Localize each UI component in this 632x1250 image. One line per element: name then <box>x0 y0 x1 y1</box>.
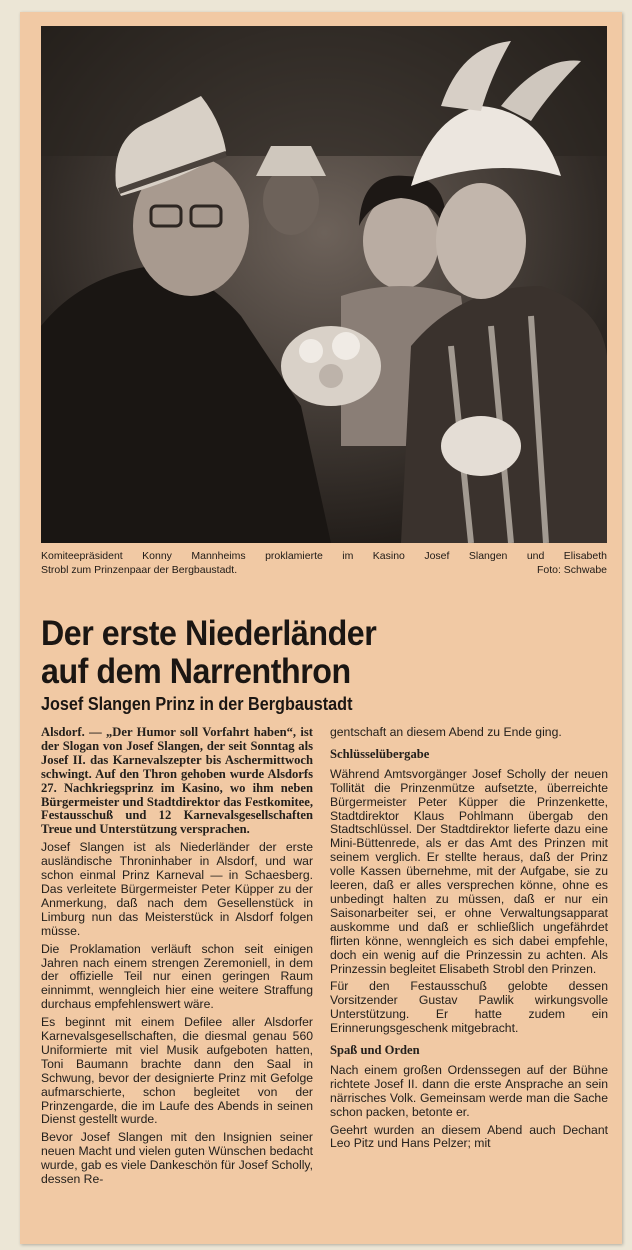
headline-line-2: auf dem Narrenthron <box>41 652 351 691</box>
article-photo <box>41 26 607 543</box>
paragraph: gentschaft an diesem Abend zu Ende ging. <box>330 725 562 739</box>
caption-line-2: Strobl zum Prinzenpaar der Bergbaustadt. <box>41 564 238 576</box>
photo-credit: Foto: Schwabe <box>536 564 607 576</box>
paragraph: Nach einem großen Ordenssegen auf der Bühne richtete Josef II. dann die erste Ansprache an sein närrisches Volk. Gemeinsam werde man die Sache schon packen, betonte er. <box>330 1062 608 1119</box>
photo-caption <box>41 549 607 577</box>
paragraph: Es beginnt mit einem Defilee aller Alsdorfer Karnevalsgesellschaften, die diesmal genau 560 Uniformierte mit viel Musik aufgeboten hatten, Toni Baumann brachte dann den Saal in Schwung, bevor der designierte Prinz mit Gefolge aufmarschierte, schon begleitet von der Prinzengarde, die im Laufe des Abends in seinen Dienst gestellt wurde. <box>41 1015 313 1127</box>
section-heading: Spaß und Orden <box>330 1043 420 1058</box>
article-column-right <box>330 726 608 1155</box>
article-subheadline: Josef Slangen Prinz in der Bergbaustadt <box>41 694 353 714</box>
paragraph: Bevor Josef Slangen mit den Insignien seiner neuen Macht und vielen guten Wünschen bedacht wurde, gab es viele Dankeschön für Josef Scholly, dessen Re- <box>41 1130 313 1187</box>
section-heading: Schlüsselübergabe <box>330 746 430 761</box>
headline-line-1: Der erste Niederländer <box>41 614 377 653</box>
paragraph: Josef Slangen ist als Niederländer der erste ausländische Throninhaber in Alsdorf, und war schon einmal Prinz Karneval — in Schaesberg. Das verleitete Bürgermeister Peter Küpper zu der Anmerkung, daß nach dem Gesellenstück in Limburg nun das Meisterstück in Alsdorf folgen müsse. <box>41 840 313 938</box>
article-column-left <box>41 726 313 1191</box>
paragraph: Geehrt wurden an diesem Abend auch Dechant Leo Pitz und Hans Pelzer; mit <box>330 1122 608 1151</box>
caption-line-1: Komiteepräsident Konny Mannheims proklamierte im Kasino Josef Slangen und Elisabeth <box>41 550 607 562</box>
lead-paragraph: Alsdorf. — „Der Humor soll Vorfahrt haben“, ist der Slogan von Josef Slangen, der seit Sonntag als Josef II. das Karnevalszepter bis Aschermittwoch schwingt. Auf den Thron gehoben wurde Alsdorfs 27. Nachkriegsprinz im Kasino, wo ihm neben Bürgermeister und Stadtdirektor das Festkomitee, Festausschuß und 12 Karnevalsgesellschaften Treue und Unterstützung versprachen. <box>41 725 313 837</box>
paragraph: Die Proklamation verläuft schon seit einigen Jahren nach einem strengen Zeremoniell, in dem der offizielle Teil nur einen geringen Raum einnimmt, wenngleich hier eine weitere Straffung durchaus empfehlenswert wäre. <box>41 941 313 1012</box>
paragraph: Während Amtsvorgänger Josef Scholly der neuen Tollität die Prinzenmütze aufsetzte, überreichte Bürgermeister Peter Küpper die Prinzenkette, Stadtdirektor Klaus Pohlmann übergab den Stadtschlüssel. Der Stadtdirektor lieferte dazu eine Mini-Büttenrede, als er das Amt des Prinzen mit seinem verglich. Er stellte heraus, daß der Prinz volle Kassen übernehme, mit der Aufgabe, sie zu leeren, daß er alles versprechen könne, ohne es unbedingt halten zu müssen, daß er nur ein Saisonarbeiter sei, er ohne Verwaltungsapparat auskomme und daß er schließlich ungefährdet flirten könne, wenngleich es sich dabei empfehle, doch ein wenig auf die Prinzessin zu achten. Als Prinzessin begleitet Elisabeth Strobl den Prinzen. <box>330 766 608 976</box>
article-headline <box>41 615 562 691</box>
paragraph: Für den Festausschuß gelobte dessen Vorsitzender Gustav Pawlik wirkungsvolle Unterstützung. Er hatte zudem ein Erinnerungsgeschenk mitgebracht. <box>330 979 608 1036</box>
photo-two-men-in-carnival-caps-icon <box>41 26 607 543</box>
